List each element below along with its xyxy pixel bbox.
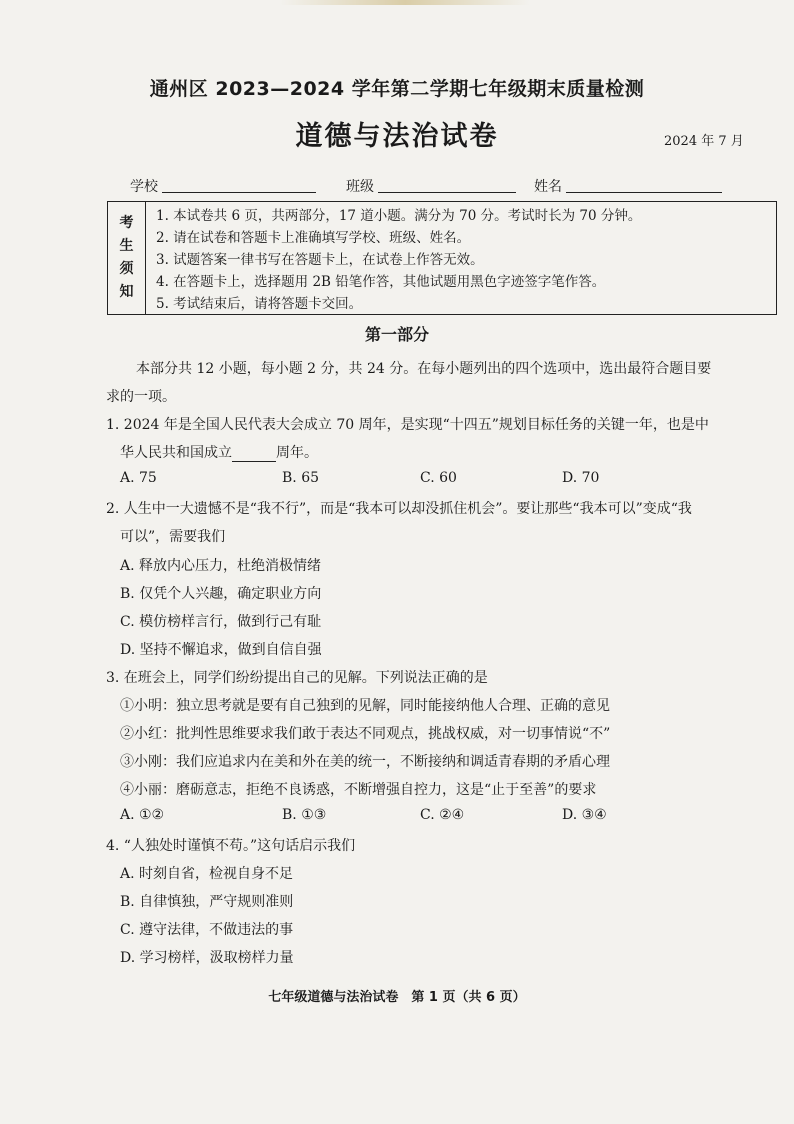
exam-subject-title: 道德与法治试卷 [295,121,499,152]
notice-item: 5. 考试结束后，请将答题卡交回。 [156,296,363,312]
notice-heading [108,202,146,314]
question-4-option-a: A. 时刻自省，检视自身不足 [120,866,294,882]
question-3-stem: 3. 在班会上，同学们纷纷提出自己的见解。下列说法正确的是 [106,670,488,686]
notice-head-char: 考 [119,215,134,231]
notice-item: 3. 试题答案一律书写在答题卡上，在试卷上作答无效。 [156,252,484,268]
question-2-option-a: A. 释放内心压力，杜绝消极情绪 [120,558,322,574]
question-3-option-d: D. ③④ [562,807,607,823]
question-1-option-c: C. 60 [420,470,457,486]
question-3-statement: ②小红：批判性思维要求我们敢于表达不同观点，挑战权威，对一切事情说“不” [120,726,611,742]
question-2-option-b: B. 仅凭个人兴趣，确定职业方向 [120,586,322,602]
notice-head-char: 生 [119,238,134,254]
student-info-row [130,176,730,196]
part-one-title: 第一部分 [364,325,429,344]
notice-item: 2. 请在试卷和答题卡上准确填写学校、班级、姓名。 [156,230,471,246]
question-2-option-d: D. 坚持不懈追求，做到自信自强 [120,642,322,658]
question-1-stem: 1. 2024 年是全国人民代表大会成立 70 周年，是实现“十四五”规划目标任务的关键一年，也是中 [106,417,709,433]
question-3-option-a: A. ①② [120,807,165,823]
notice-head-char: 须 [119,261,134,277]
question-3-statement: ①小明：独立思考就是要有自己独到的见解，同时能接纳他人合理、正确的意见 [120,698,610,714]
question-3-option-c: C. ②④ [420,807,465,823]
question-4-option-d: D. 学习榜样，汲取榜样力量 [120,950,294,966]
question-4-stem: 4. “人独处时谨慎不苟。”这句话启示我们 [106,838,356,854]
exam-notice-box [107,201,777,315]
notice-item: 4. 在答题卡上，选择题用 2B 铅笔作答，其他试题用黑色字迹签字笔作答。 [156,274,606,290]
question-1-option-b: B. 65 [282,470,320,486]
part-one-intro: 本部分共 12 小题，每小题 2 分，共 24 分。在每小题列出的四个选项中，选出最符合题目要 [136,361,712,377]
question-3-statement: ④小丽：磨砺意志，拒绝不良诱惑，不断增强自控力，这是“止于至善”的要求 [120,782,597,798]
question-3-statement: ③小刚：我们应追求内在美和外在美的统一，不断接纳和调适青春期的矛盾心理 [120,754,610,770]
question-1-stem-pre: 华人民共和国成立 [120,445,232,461]
class-field[interactable] [378,192,516,193]
question-2-option-c: C. 模仿榜样言行，做到行己有耻 [120,614,322,630]
name-label: 姓名 [534,179,562,195]
page-footer: 七年级道德与法治试卷 第 1 页（共 6 页） [268,990,526,1005]
exam-date: 2024 年 7 月 [664,134,744,149]
question-4-option-b: B. 自律慎独，严守规则准则 [120,894,294,910]
question-2-stem-cont: 可以”，需要我们 [120,529,226,545]
question-1-stem-post: 周年。 [276,445,318,461]
answer-blank [232,447,276,462]
part-one-intro-cont: 求的一项。 [106,389,176,405]
notice-head-char: 知 [119,284,134,300]
school-label: 学校 [130,179,158,195]
question-1-option-a: A. 75 [120,470,157,486]
name-field[interactable] [566,192,722,193]
class-label: 班级 [346,179,374,195]
question-2-stem: 2. 人生中一大遗憾不是“我不行”，而是“我本可以却没抓住机会”。要让那些“我本可以”变成“我 [106,501,692,517]
question-3-option-b: B. ①③ [282,807,327,823]
scan-edge-mark [280,0,530,5]
question-4-option-c: C. 遵守法律，不做违法的事 [120,922,294,938]
notice-list [156,205,770,315]
notice-item: 1. 本试卷共 6 页，共两部分，17 道小题。满分为 70 分。考试时长为 70 分钟。 [156,208,642,224]
exam-header-title: 通州区 2023—2024 学年第二学期七年级期末质量检测 [149,78,645,100]
school-field[interactable] [162,192,316,193]
question-1-option-d: D. 70 [562,470,600,486]
question-1-stem-cont [120,442,318,462]
